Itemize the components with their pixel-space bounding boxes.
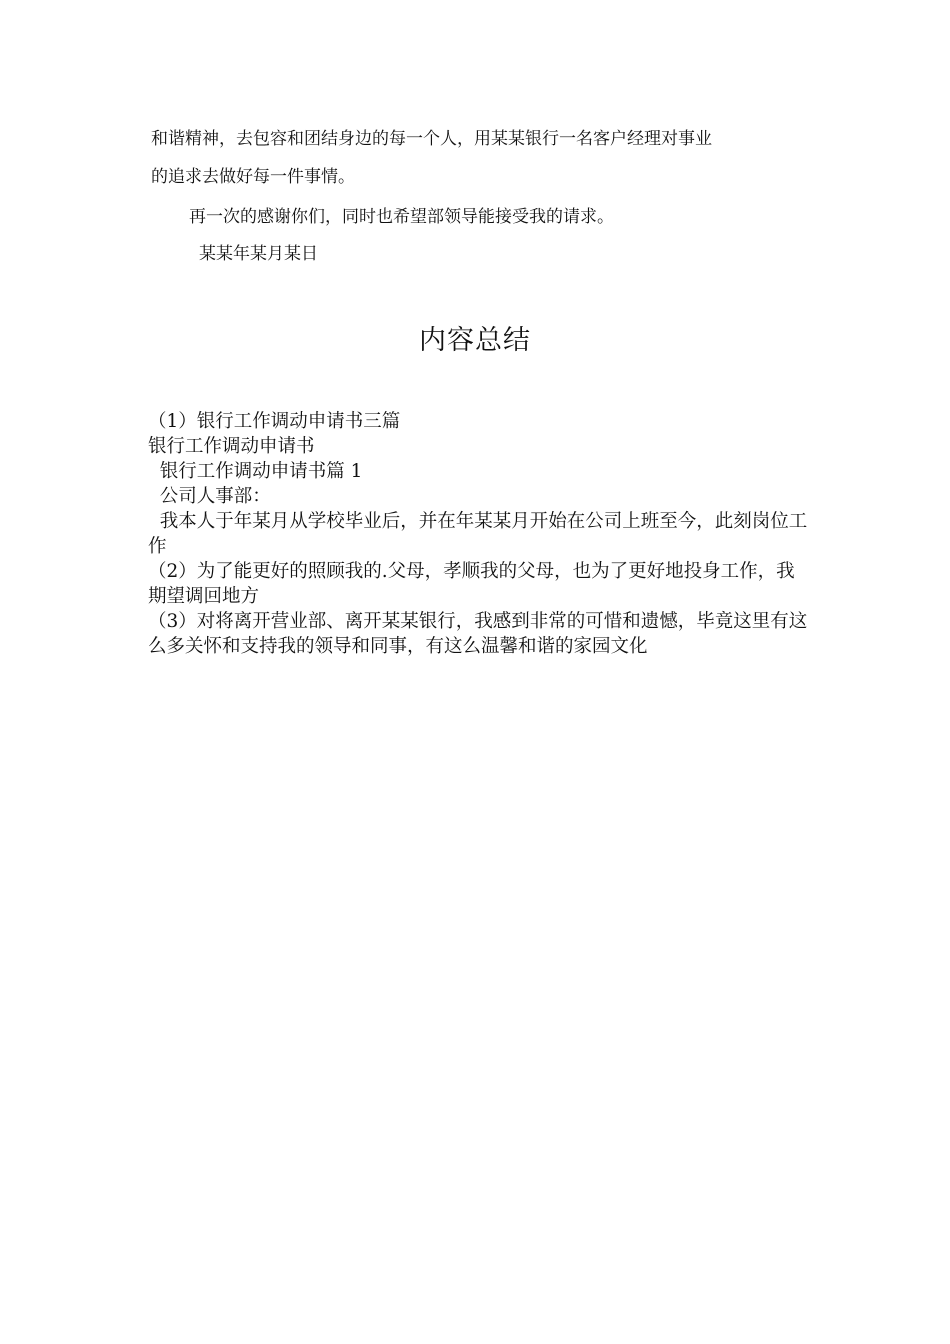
letter-line-1: 和谐精神，去包容和团结身边的每一个人，用某某银行一名客户经理对事业 bbox=[151, 129, 712, 149]
summary-item-2: 银行工作调动申请书 bbox=[148, 436, 315, 457]
letter-date: 某某年某月某日 bbox=[199, 244, 318, 264]
summary-body bbox=[148, 409, 808, 659]
summary-item-7: （3）对将离开营业部、离开某某银行，我感到非常的可惜和遗憾，毕竟这里有这么多关怀和支持我的领导和同事，有这么温馨和谐的家园文化 bbox=[148, 611, 808, 657]
letter-line-3: 再一次的感谢你们，同时也希望部领导能接受我的请求。 bbox=[189, 207, 614, 227]
summary-item-5: 我本人于年某月从学校毕业后，并在年某某月开始在公司上班至今，此刻岗位工作 bbox=[148, 511, 808, 557]
summary-item-1: （1）银行工作调动申请书三篇 bbox=[148, 411, 401, 432]
summary-title: 内容总结 bbox=[419, 325, 531, 356]
letter-line-2: 的追求去做好每一件事情。 bbox=[151, 167, 355, 187]
summary-item-4: 公司人事部： bbox=[148, 486, 271, 507]
summary-item-3: 银行工作调动申请书篇 1 bbox=[148, 461, 363, 482]
summary-item-6: （2）为了能更好的照顾我的.父母，孝顺我的父母，也为了更好地投身工作，我期望调回地方 bbox=[148, 561, 795, 607]
